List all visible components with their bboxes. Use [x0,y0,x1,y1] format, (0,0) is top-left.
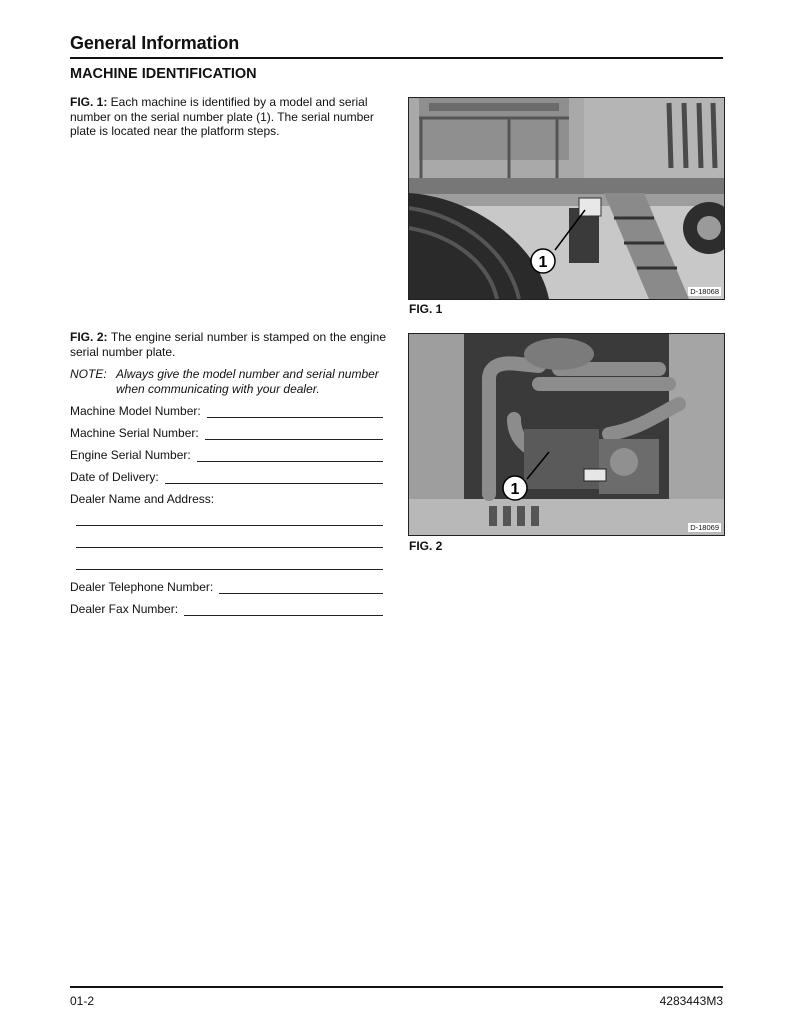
page-number: 01-2 [70,994,95,1008]
dealer-address-line-2[interactable] [76,547,383,548]
figure-2-engine-photo [408,333,725,536]
note-line-2: when communicating with your dealer. [116,381,320,396]
delivery-date-blank[interactable] [165,472,383,484]
page-header-title: General Information [70,33,240,53]
dealer-phone-label: Dealer Telephone Number: [70,580,214,594]
engine-serial-blank[interactable] [197,450,383,462]
fig2-callout: 1 [510,481,520,498]
fig1-description [70,95,386,139]
machine-model-label: Machine Model Number: [70,404,201,418]
fig1-body: Each machine is identified by a model and serial number on the serial number plate (1). The serial number plate is located near the platform steps. [70,95,374,138]
machine-serial-field [70,425,383,440]
delivery-date-field [70,469,383,484]
dealer-phone-field [70,579,383,594]
dealer-name-field [70,491,383,506]
dealer-address-line-3[interactable] [76,569,383,570]
section-title: MACHINE IDENTIFICATION [70,66,257,82]
header-rule [70,57,723,59]
dealer-address-line-1[interactable] [76,525,383,526]
note-block [70,367,388,396]
figure-1-machine-photo [408,97,725,300]
fig1-caption: FIG. 1 [409,302,443,316]
fig2-description [70,330,386,359]
fig1-code: D-18068 [690,287,719,296]
dealer-fax-blank[interactable] [184,604,383,616]
engine-serial-field [70,447,383,462]
dealer-fax-label: Dealer Fax Number: [70,602,179,616]
note-line-1: Always give the model number and serial number [116,367,379,381]
machine-serial-blank[interactable] [205,428,383,440]
engine-serial-label: Engine Serial Number: [70,448,191,462]
dealer-fax-field [70,601,383,616]
machine-serial-label: Machine Serial Number: [70,426,199,440]
engine-illustration [409,334,724,535]
dealer-name-label: Dealer Name and Address: [70,492,215,506]
document-number: 4283443M3 [659,994,723,1008]
machine-illustration [409,98,724,299]
fig1-callout: 1 [538,254,548,271]
delivery-date-label: Date of Delivery: [70,470,159,484]
note-label: NOTE: [70,367,107,381]
fig2-body: The engine serial number is stamped on the engine serial number plate. [70,330,386,359]
machine-model-field [70,403,383,418]
fig2-label: FIG. 2: [70,330,108,344]
fig2-caption: FIG. 2 [409,539,443,553]
footer-rule [70,986,723,988]
fig1-label: FIG. 1: [70,95,108,109]
dealer-phone-blank[interactable] [219,582,383,594]
machine-model-blank[interactable] [207,406,383,418]
fig2-code: D-18069 [690,523,719,532]
